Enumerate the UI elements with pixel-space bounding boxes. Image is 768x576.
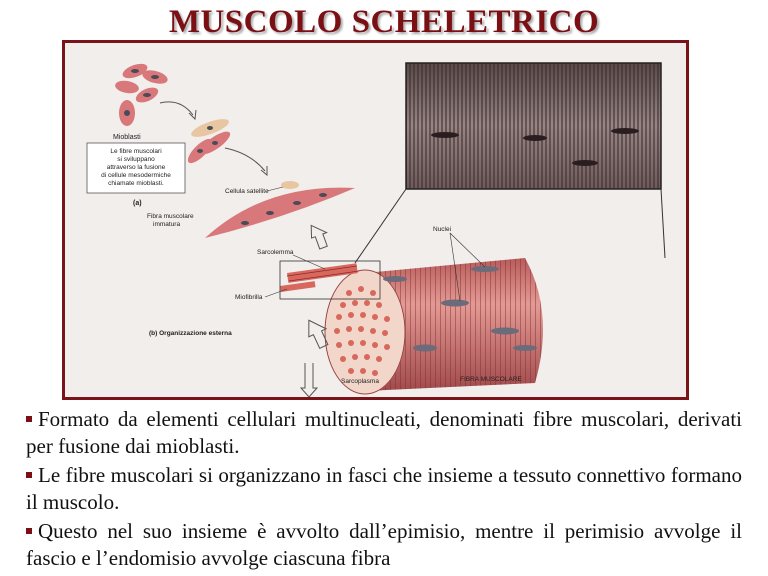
bullet-icon [26, 472, 32, 478]
bullet-list [26, 406, 742, 574]
bullet-icon [26, 416, 32, 422]
info-box [87, 143, 185, 193]
bullet-item [26, 518, 742, 572]
bullet-text: Questo nel suo insieme è avvolto dall’epimisio, mentre il perimisio avvolge il fascio e l’endomisio avvolge ciascuna fibra [26, 519, 742, 570]
label-mioblasti: Mioblasti [113, 134, 141, 141]
label-cellula-satellite: Cellula satellite [225, 188, 269, 195]
satellite-cell [281, 181, 299, 189]
bullet-icon [26, 528, 32, 534]
bullet-item [26, 406, 742, 460]
bullet-text: Le fibre muscolari si organizzano in fasci che insieme a tessuto connettivo formano il muscolo. [26, 463, 742, 514]
info-line-3: attraverso la fusione [106, 164, 166, 171]
info-line-4: di cellule mesodermiche [101, 172, 171, 179]
slide-title: MUSCOLO SCHELETRICO [168, 4, 600, 40]
info-line-1: Le fibre muscolari [110, 148, 162, 155]
diagram-svg [65, 43, 686, 397]
info-line-5: chiamate mioblasti. [108, 180, 164, 187]
label-sarcoplasma: Sarcoplasma [341, 378, 379, 385]
label-panel-a: (a) [133, 200, 142, 207]
label-sarcolemma: Sarcolemma [257, 249, 294, 256]
muscle-fiber-cylinder [325, 258, 543, 394]
label-fibra-immatura-1: Fibra muscolare [147, 213, 194, 220]
info-line-2: si sviluppano [117, 156, 155, 163]
label-nuclei: Nuclei [433, 226, 452, 233]
immature-fiber [205, 188, 355, 238]
micrograph-image [406, 63, 661, 189]
label-miofibrilla: Miofibrilla [235, 294, 263, 301]
bullet-item [26, 462, 742, 516]
label-fibra-muscolare: FIBRA MUSCOLARE [460, 376, 522, 383]
label-panel-b: (b) Organizzazione esterna [149, 330, 232, 337]
muscle-diagram [62, 40, 689, 400]
label-fibra-immatura-2: immatura [153, 221, 181, 228]
fusing-cells [184, 116, 233, 167]
myoblast-cells [114, 61, 169, 126]
bullet-text: Formato da elementi cellulari multinucleati, denominati fibre muscolari, derivati per fusione dai mioblasti. [26, 407, 742, 458]
